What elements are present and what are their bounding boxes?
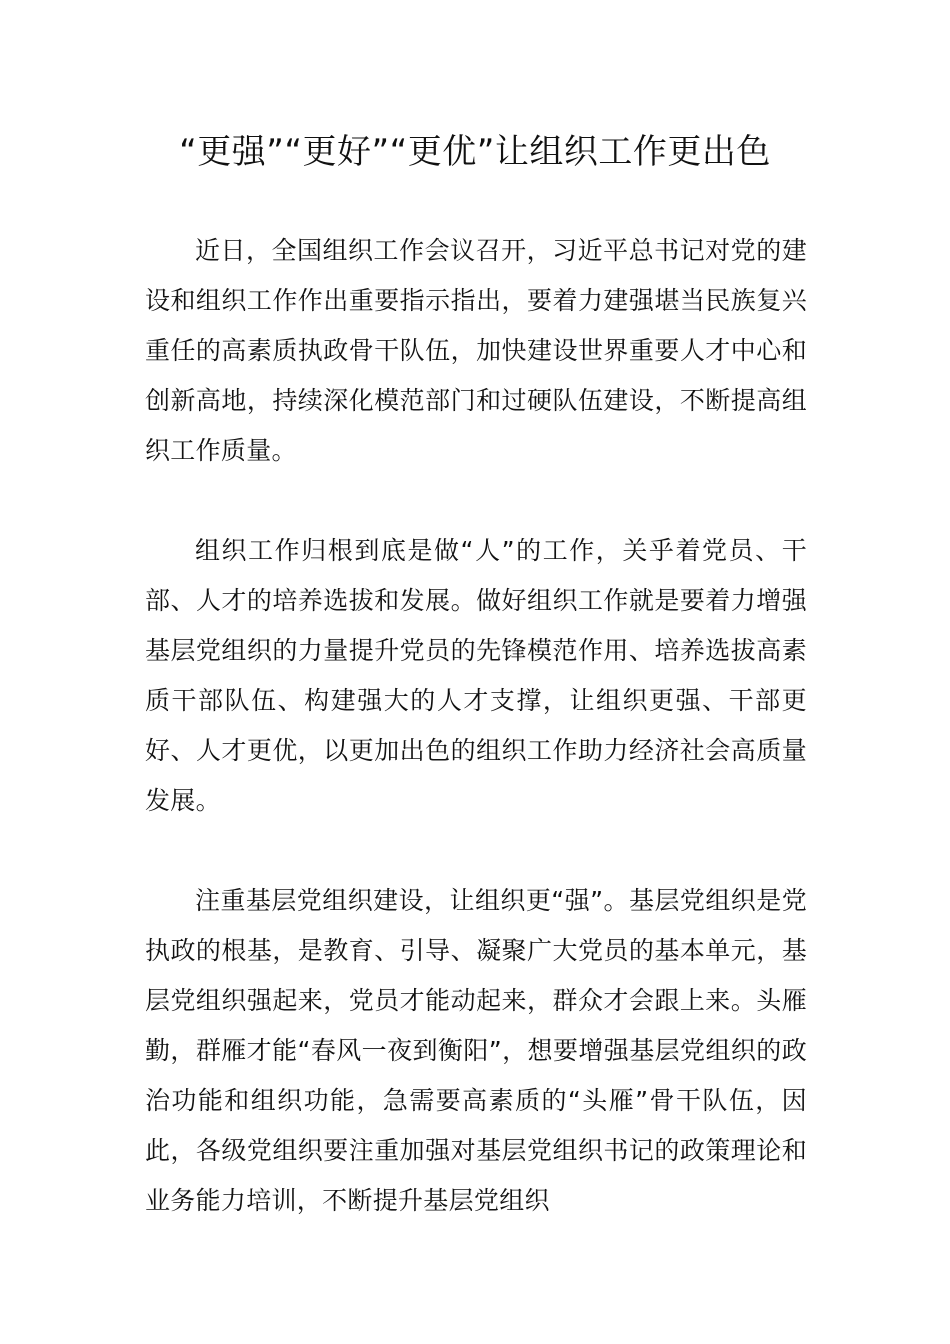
paragraph-3: 注重基层党组织建设，让组织更“强”。基层党组织是党执政的根基，是教育、引导、凝聚广大党员的基本单元，基层党组织强起来，党员才能动起来，群众才会跟上来。头雁勤，群雁才能“春风一夜到衡阳”，想要增强基层党组织的政治功能和组织功能，急需要高素质的“头雁”骨干队伍，因此，各级党组织要注重加强对基层党组织书记的政策理论和业务能力培训，不断提升基层党组织 bbox=[145, 886, 807, 1215]
document-body bbox=[145, 226, 807, 1276]
document-title: “更强”“更好”“更优”让组织工作更出色 bbox=[179, 132, 771, 172]
paragraph-1: 近日，全国组织工作会议召开，习近平总书记对党的建设和组织工作作出重要指示指出，要着力建强堪当民族复兴重任的高素质执政骨干队伍，加快建设世界重要人才中心和创新高地，持续深化模范部门和过硬队伍建设，不断提高组织工作质量。 bbox=[145, 236, 807, 465]
paragraph-2: 组织工作归根到底是做“人”的工作，关乎着党员、干部、人才的培养选拔和发展。做好组织工作就是要着力增强基层党组织的力量提升党员的先锋模范作用、培养选拔高素质干部队伍、构建强大的人才支撑，让组织更强、干部更好、人才更优，以更加出色的组织工作助力经济社会高质量发展。 bbox=[145, 536, 807, 815]
